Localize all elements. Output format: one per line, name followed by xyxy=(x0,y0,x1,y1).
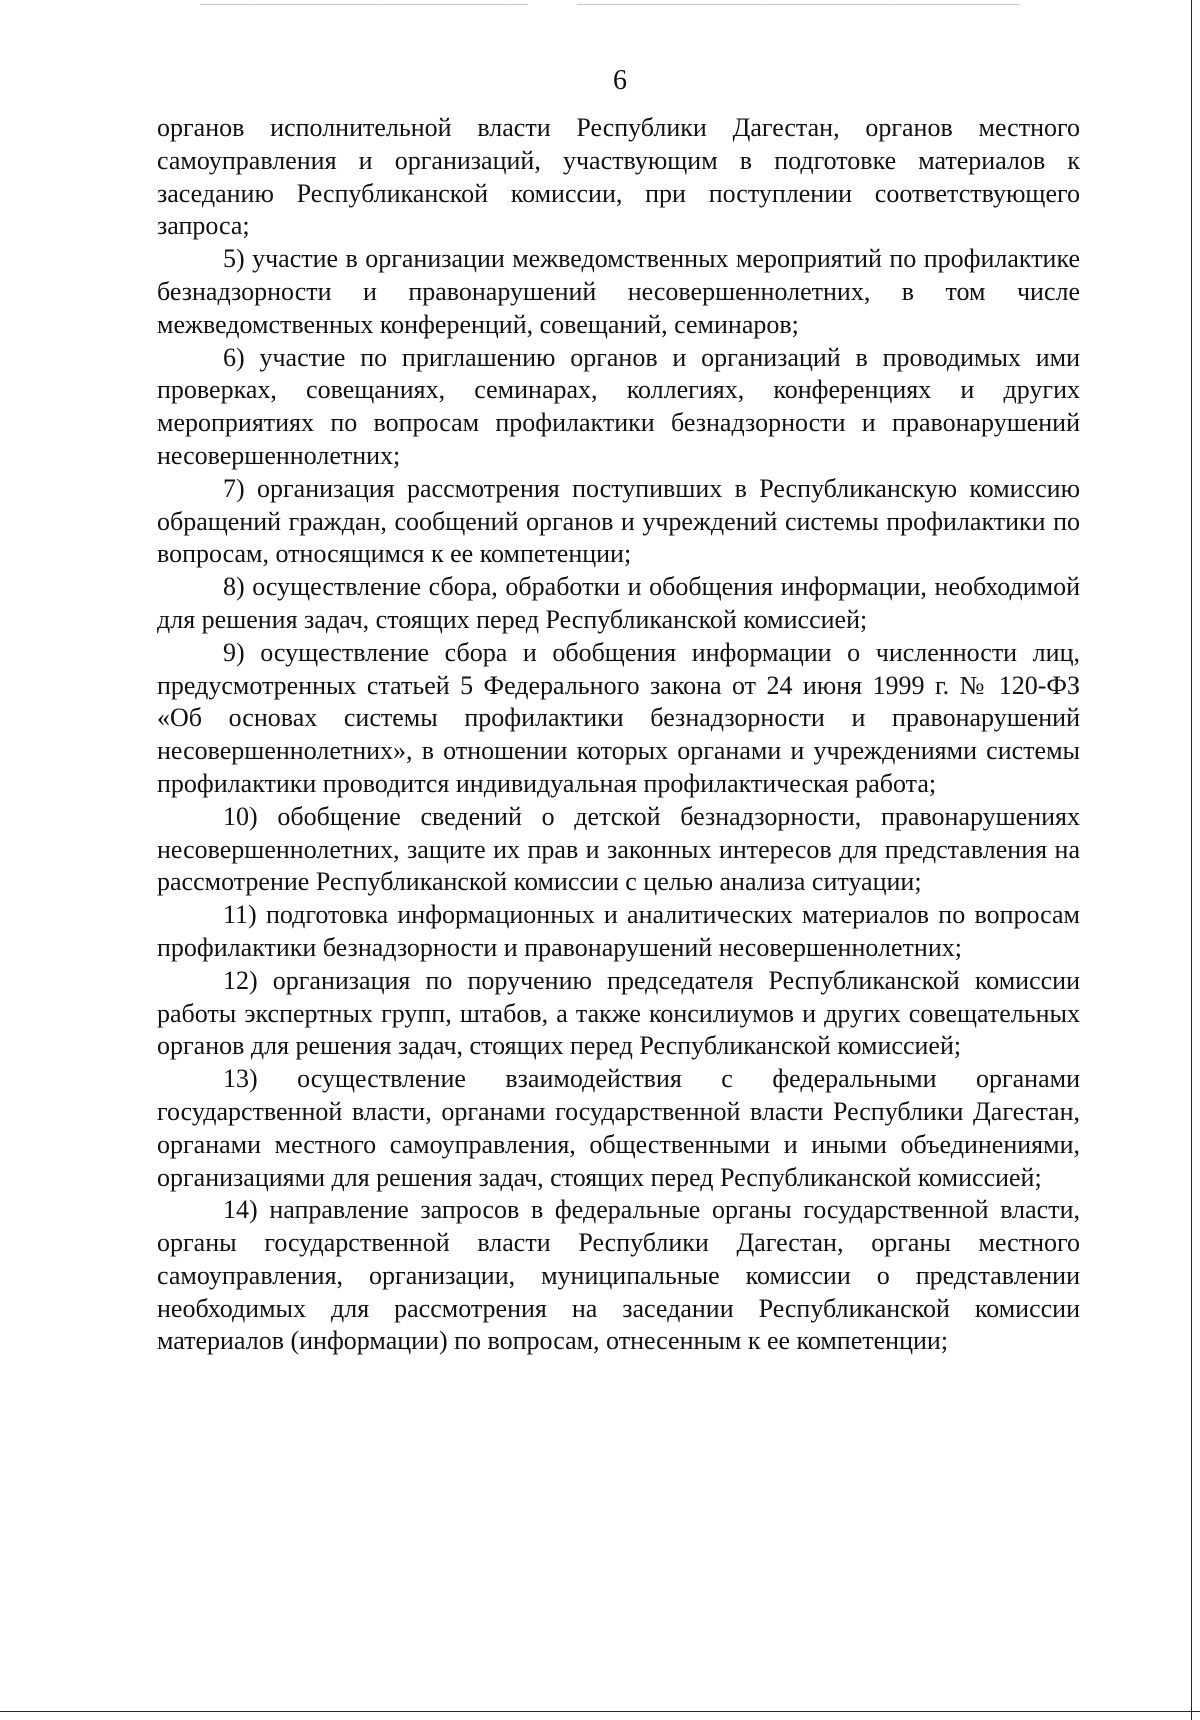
list-item-6: 6) участие по приглашению органов и организаций в проводимых ими проверках, совещаниях, семинарах, коллегиях, конференциях и других мероприятиях по вопросам профилактики безнадзорности и правонарушений несовершеннолетних; xyxy=(157,342,1080,470)
list-item-12: 12) организация по поручению председателя Республиканской комиссии работы экспертных групп, штабов, а также консилиумов и других совещательных органов для решения задач, стоящих перед Республиканской комиссией; xyxy=(157,965,1080,1061)
list-item-8: 8) осуществление сбора, обработки и обобщения информации, необходимой для решения задач, стоящих перед Республиканской комиссией; xyxy=(157,572,1080,634)
scan-artifact xyxy=(200,4,1020,5)
list-item-5: 5) участие в организации межведомственных мероприятий по профилактике безнадзорности и правонарушений несовершеннолетних, в том числе межведомственных конференций, совещаний, семинаров; xyxy=(157,244,1080,339)
page-number: 6 xyxy=(613,65,627,96)
list-item-14: 14) направление запросов в федеральные органы государственной власти, органы государственной власти Республики Дагестан, органы местного самоуправления, организации, муниципальные комиссии о представлении необходимых для рассмотрения на заседании Республиканской комиссии материалов (информации) по вопросам, отнесенным к ее компетенции; xyxy=(157,1195,1080,1356)
list-item-10: 10) обобщение сведений о детской безнадзорности, правонарушениях несовершеннолетних, защите их прав и законных интересов для представления на рассмотрение Республиканской комиссии с целью анализа ситуации; xyxy=(157,801,1080,897)
list-item-9: 9) осуществление сбора и обобщения информации о численности лиц, предусмотренных статьей 5 Федерального закона от 24 июня 1999 г. № 120-ФЗ «Об основах системы профилактики безнадзорности и правонарушений несовершеннолетних», в отношении которых органами и учреждениями системы профилактики проводится индивидуальная профилактическая работа; xyxy=(157,637,1080,798)
scan-edge-bottom xyxy=(0,1711,1200,1712)
list-item-7: 7) организация рассмотрения поступивших в Республиканскую комиссию обращений граждан, сообщений органов и учреждений системы профилактики по вопросам, относящимся к ее компетенции; xyxy=(157,473,1080,569)
document-body xyxy=(157,112,1080,1358)
list-item-13: 13) осуществление взаимодействия с федеральными органами государственной власти, органами государственной власти Республики Дагестан, органами местного самоуправления, общественными и иными объединениями, организациями для решения задач, стоящих перед Республиканской комиссией; xyxy=(157,1064,1080,1192)
paragraph-continuation: органов исполнительной власти Республики Дагестан, органов местного самоуправления и организаций, участвующим в подготовке материалов к заседанию Республиканской комиссии, при поступлении соответствующего запроса; xyxy=(157,113,1080,241)
scan-edge-right xyxy=(1191,0,1192,1720)
list-item-11: 11) подготовка информационных и аналитических материалов по вопросам профилактики безнадзорности и правонарушений несовершеннолетних; xyxy=(157,900,1080,962)
